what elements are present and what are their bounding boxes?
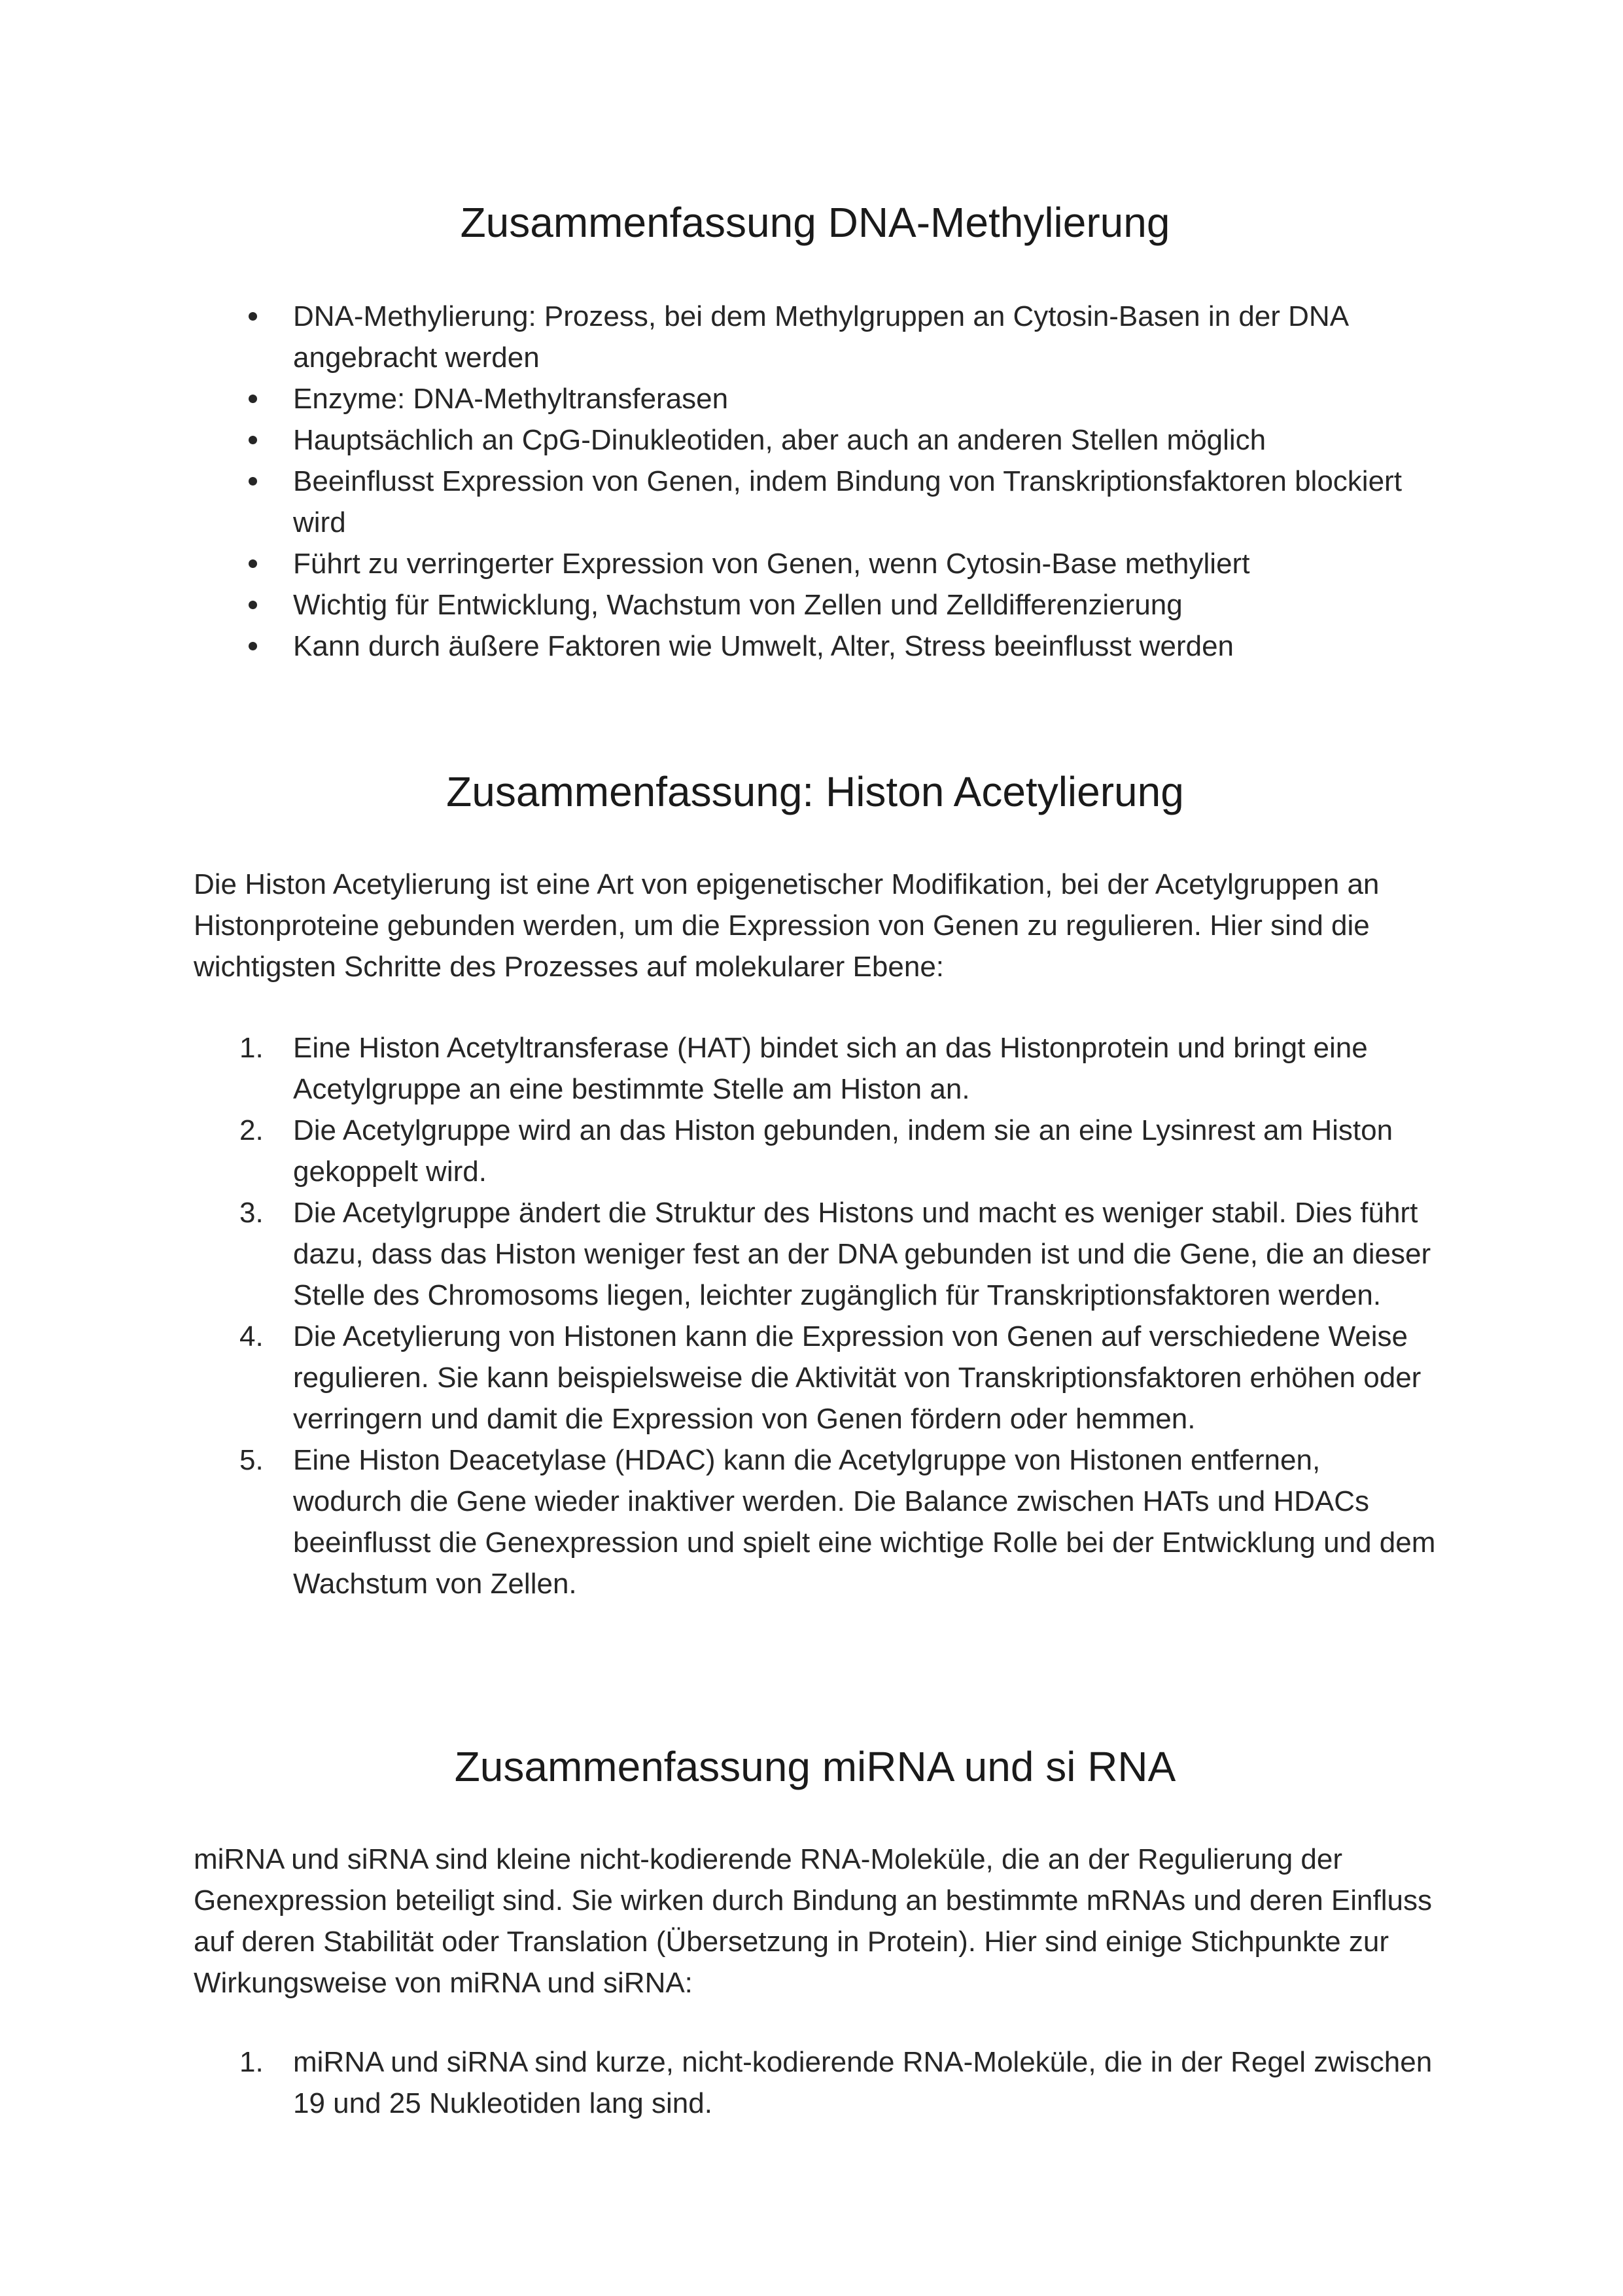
list-item: Enzyme: DNA-Methyltransferasen (194, 378, 1437, 419)
list-item: 1. miRNA und siRNA sind kurze, nicht-kodierende RNA-Moleküle, die in der Regel zwischen 19 und 25 Nukleotiden lang sind. (239, 2046, 1433, 2119)
dna-bullet-list (194, 296, 1437, 667)
bullet-icon (249, 601, 257, 609)
list-item: 4. Die Acetylierung von Histonen kann die Expression von Genen auf verschiedene Weise regulieren. Sie kann beispielsweise die Aktivität von Transkriptionsfaktoren erhöhen oder verringern und damit die Expression von Genen fördern oder hemmen. (239, 1320, 1422, 1435)
list-item: 2. Die Acetylgruppe wird an das Histon gebunden, indem sie an eine Lysinrest am Histon gekoppelt wird. (239, 1114, 1393, 1188)
list-item: 1. Eine Histon Acetyltransferase (HAT) bindet sich an das Histonprotein und bringt eine Acetylgruppe an eine bestimmte Stelle am Histon an. (239, 1032, 1368, 1105)
list-item: DNA-Methylierung: Prozess, bei dem Methylgruppen an Cytosin-Basen in der DNA angebracht werden (194, 296, 1437, 378)
list-item: Kann durch äußere Faktoren wie Umwelt, Alter, Stress beeinflusst werden (194, 626, 1437, 667)
heading-histon-acetylierung: Zusammenfassung: Histon Acetylierung (446, 768, 1184, 815)
list-item: Beeinflusst Expression von Genen, indem Bindung von Transkriptionsfaktoren blockiert wird (194, 461, 1437, 543)
bullet-icon (249, 477, 257, 486)
list-item: 3. Die Acetylgruppe ändert die Struktur des Histons und macht es weniger stabil. Dies führt dazu, dass das Histon weniger fest an der DNA gebunden ist und die Gene, die an dieser Stelle des Chromosoms liegen, leichter zugänglich für Transkriptionsfaktoren werden. (239, 1197, 1431, 1311)
bullet-icon (249, 395, 257, 403)
list-item: Wichtig für Entwicklung, Wachstum von Zellen und Zelldifferenzierung (194, 584, 1437, 626)
heading-dna-methylierung: Zusammenfassung DNA-Methylierung (460, 199, 1170, 246)
list-item: 5. Eine Histon Deacetylase (HDAC) kann die Acetylgruppe von Histonen entfernen, wodurch die Gene wieder inaktiver werden. Die Balance zwischen HATs und HDACs beeinflusst die Genexpression und spielt eine wichtige Rolle bei der Entwicklung und dem Wachstum von Zellen. (239, 1444, 1436, 1600)
bullet-icon (249, 312, 257, 321)
histon-numbered-list (194, 1027, 1437, 1604)
mirna-intro-paragraph: miRNA und siRNA sind kleine nicht-kodierende RNA-Moleküle, die an der Regulierung der Genexpression beteiligt sind. Sie wirken durch Bindung an bestimmte mRNAs und deren Einfluss auf deren Stabilität oder Translation (Übersetzung in Protein). Hier sind einige Stichpunkte zur Wirkungsweise von miRNA und siRNA: (194, 1843, 1432, 1999)
bullet-icon (249, 436, 257, 444)
heading-mirna-sirna: Zusammenfassung miRNA und si RNA (454, 1743, 1176, 1790)
bullet-icon (249, 559, 257, 568)
list-item: Führt zu verringerter Expression von Genen, wenn Cytosin-Base methyliert (194, 543, 1437, 584)
list-item: Hauptsächlich an CpG-Dinukleotiden, aber auch an anderen Stellen möglich (194, 419, 1437, 461)
histon-intro-paragraph: Die Histon Acetylierung ist eine Art von epigenetischer Modifikation, bei der Acetylgruppen an Histonproteine gebunden werden, um die Expression von Genen zu regulieren. Hier sind die wichtigsten Schritte des Prozesses auf molekularer Ebene: (194, 868, 1380, 983)
bullet-icon (249, 642, 257, 650)
mirna-numbered-list (194, 2041, 1437, 2124)
